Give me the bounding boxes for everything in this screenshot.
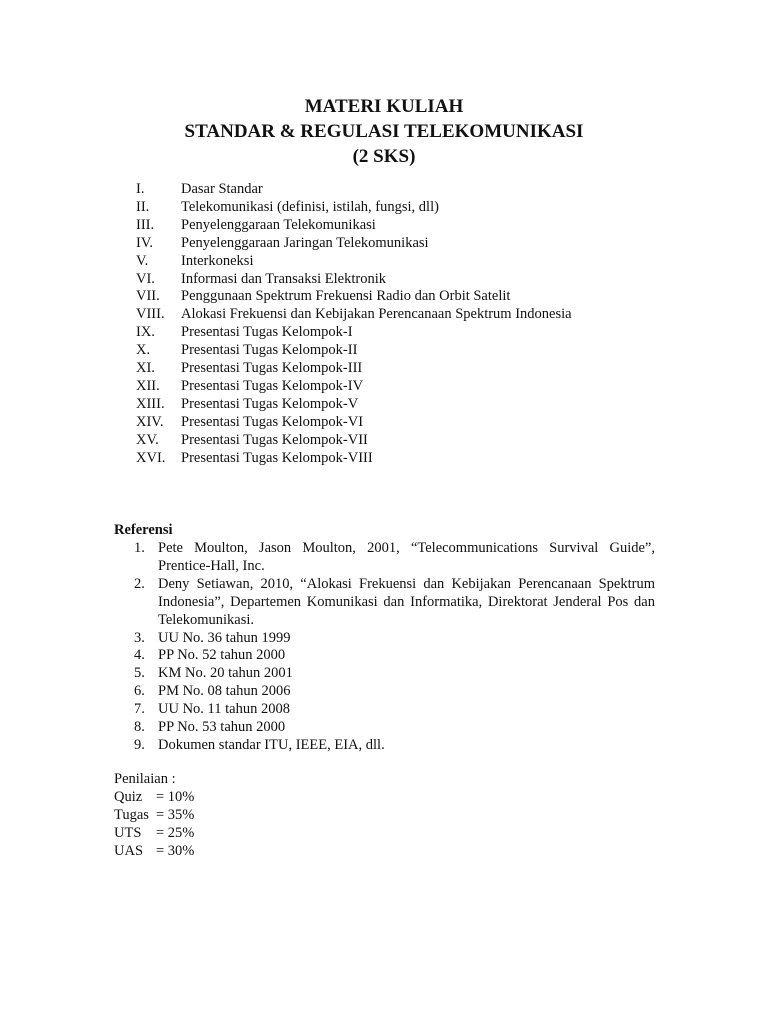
- outline-text: Penggunaan Spektrum Frekuensi Radio dan Orbit Satelit: [181, 288, 511, 305]
- reference-item: [134, 647, 655, 665]
- outline-number: IV.: [136, 234, 154, 251]
- reference-text: Deny Setiawan, 2010, “Alokasi Frekuensi dan Kebijakan Perencanaan Spektrum Indonesia”, Departemen Komunikasi dan Informatika, Direktorat Jenderal Pos dan Telekomunikasi.: [158, 575, 655, 628]
- outline-text: Dasar Standar: [181, 181, 263, 197]
- grading-value: = 35%: [156, 806, 195, 823]
- reference-text: PM No. 08 tahun 2006: [158, 683, 291, 700]
- reference-item: [134, 540, 655, 576]
- reference-number: 4.: [134, 647, 145, 664]
- references-heading: Referensi: [114, 522, 173, 538]
- outline-number: VII.: [136, 288, 160, 305]
- outline-number: V.: [136, 252, 149, 269]
- outline-item: [136, 450, 572, 468]
- reference-item: [134, 630, 655, 648]
- references-list: [134, 540, 655, 755]
- outline-text: Presentasi Tugas Kelompok-VIII: [181, 449, 373, 466]
- outline-item: [136, 288, 572, 306]
- outline-number: I.: [136, 181, 145, 197]
- reference-item: [134, 719, 655, 737]
- outline-number: XIV.: [136, 413, 164, 430]
- outline-number: X.: [136, 342, 151, 359]
- title-line-3: (2 SKS): [352, 146, 416, 167]
- grading-row: [114, 825, 194, 843]
- outline-item: [136, 235, 572, 253]
- grading-row: [114, 789, 194, 807]
- outline-text: Presentasi Tugas Kelompok-VI: [181, 413, 364, 430]
- course-outline-list: [136, 181, 572, 468]
- grading-value: = 10%: [156, 788, 195, 805]
- reference-number: 7.: [134, 701, 145, 718]
- outline-number: XI.: [136, 360, 155, 377]
- outline-text: Interkoneksi: [181, 252, 254, 269]
- reference-number: 5.: [134, 665, 145, 682]
- reference-text: PP No. 53 tahun 2000: [158, 719, 286, 736]
- outline-item: [136, 414, 572, 432]
- reference-number: 9.: [134, 736, 145, 753]
- outline-text: Presentasi Tugas Kelompok-V: [181, 395, 359, 412]
- grading-label: Quiz: [114, 788, 143, 805]
- grading-heading: Penilaian :: [114, 771, 176, 787]
- outline-number: XII.: [136, 377, 160, 394]
- outline-item: [136, 181, 572, 199]
- outline-item: [136, 217, 572, 235]
- grading-label: UTS: [114, 824, 142, 841]
- outline-item: [136, 396, 572, 414]
- outline-item: [136, 360, 572, 378]
- reference-number: 6.: [134, 683, 145, 700]
- outline-item: [136, 378, 572, 396]
- reference-text: Dokumen standar ITU, IEEE, EIA, dll.: [158, 736, 385, 753]
- outline-number: VI.: [136, 270, 155, 287]
- reference-text: UU No. 36 tahun 1999: [158, 629, 291, 646]
- outline-item: [136, 324, 572, 342]
- reference-item: [134, 737, 655, 755]
- reference-item: [134, 683, 655, 701]
- outline-number: VIII.: [136, 306, 165, 323]
- outline-text: Presentasi Tugas Kelompok-III: [181, 360, 363, 377]
- outline-text: Alokasi Frekuensi dan Kebijakan Perencanaan Spektrum Indonesia: [181, 306, 572, 323]
- reference-number: 1.: [134, 540, 145, 556]
- reference-text: Pete Moulton, Jason Moulton, 2001, “Telecommunications Survival Guide”, Prentice-Hall, Inc.: [158, 540, 655, 574]
- reference-item: [134, 665, 655, 683]
- outline-text: Presentasi Tugas Kelompok-II: [181, 342, 358, 359]
- outline-text: Presentasi Tugas Kelompok-IV: [181, 377, 364, 394]
- outline-text: Telekomunikasi (definisi, istilah, fungsi, dll): [181, 198, 439, 215]
- outline-text: Penyelenggaraan Jaringan Telekomunikasi: [181, 234, 429, 251]
- outline-number: II.: [136, 198, 150, 215]
- outline-number: XVI.: [136, 449, 166, 466]
- outline-item: [136, 342, 572, 360]
- grading-value: = 30%: [156, 842, 195, 859]
- outline-item: [136, 306, 572, 324]
- outline-number: XIII.: [136, 395, 165, 412]
- title-line-1: MATERI KULIAH: [304, 96, 464, 117]
- outline-item: [136, 253, 572, 271]
- outline-item: [136, 199, 572, 217]
- outline-text: Informasi dan Transaksi Elektronik: [181, 270, 386, 287]
- title-line-2: STANDAR & REGULASI TELEKOMUNIKASI: [184, 121, 584, 142]
- reference-number: 2.: [134, 575, 145, 592]
- grading-section: [114, 771, 194, 861]
- reference-text: UU No. 11 tahun 2008: [158, 701, 290, 718]
- reference-text: KM No. 20 tahun 2001: [158, 665, 293, 682]
- document-title: [0, 94, 768, 169]
- grading-value: = 25%: [156, 824, 195, 841]
- outline-item: [136, 271, 572, 289]
- grading-label: UAS: [114, 842, 144, 859]
- outline-text: Penyelenggaraan Telekomunikasi: [181, 216, 376, 233]
- outline-number: III.: [136, 216, 155, 233]
- outline-text: Presentasi Tugas Kelompok-VII: [181, 431, 368, 448]
- reference-item: [134, 701, 655, 719]
- outline-text: Presentasi Tugas Kelompok-I: [181, 324, 353, 341]
- reference-item: [134, 576, 655, 630]
- grading-row: [114, 843, 194, 861]
- reference-number: 3.: [134, 629, 145, 646]
- grading-label: Tugas: [114, 806, 149, 823]
- grading-row: [114, 807, 194, 825]
- outline-item: [136, 432, 572, 450]
- outline-number: IX.: [136, 324, 155, 341]
- outline-number: XV.: [136, 431, 159, 448]
- reference-number: 8.: [134, 719, 145, 736]
- reference-text: PP No. 52 tahun 2000: [158, 647, 286, 664]
